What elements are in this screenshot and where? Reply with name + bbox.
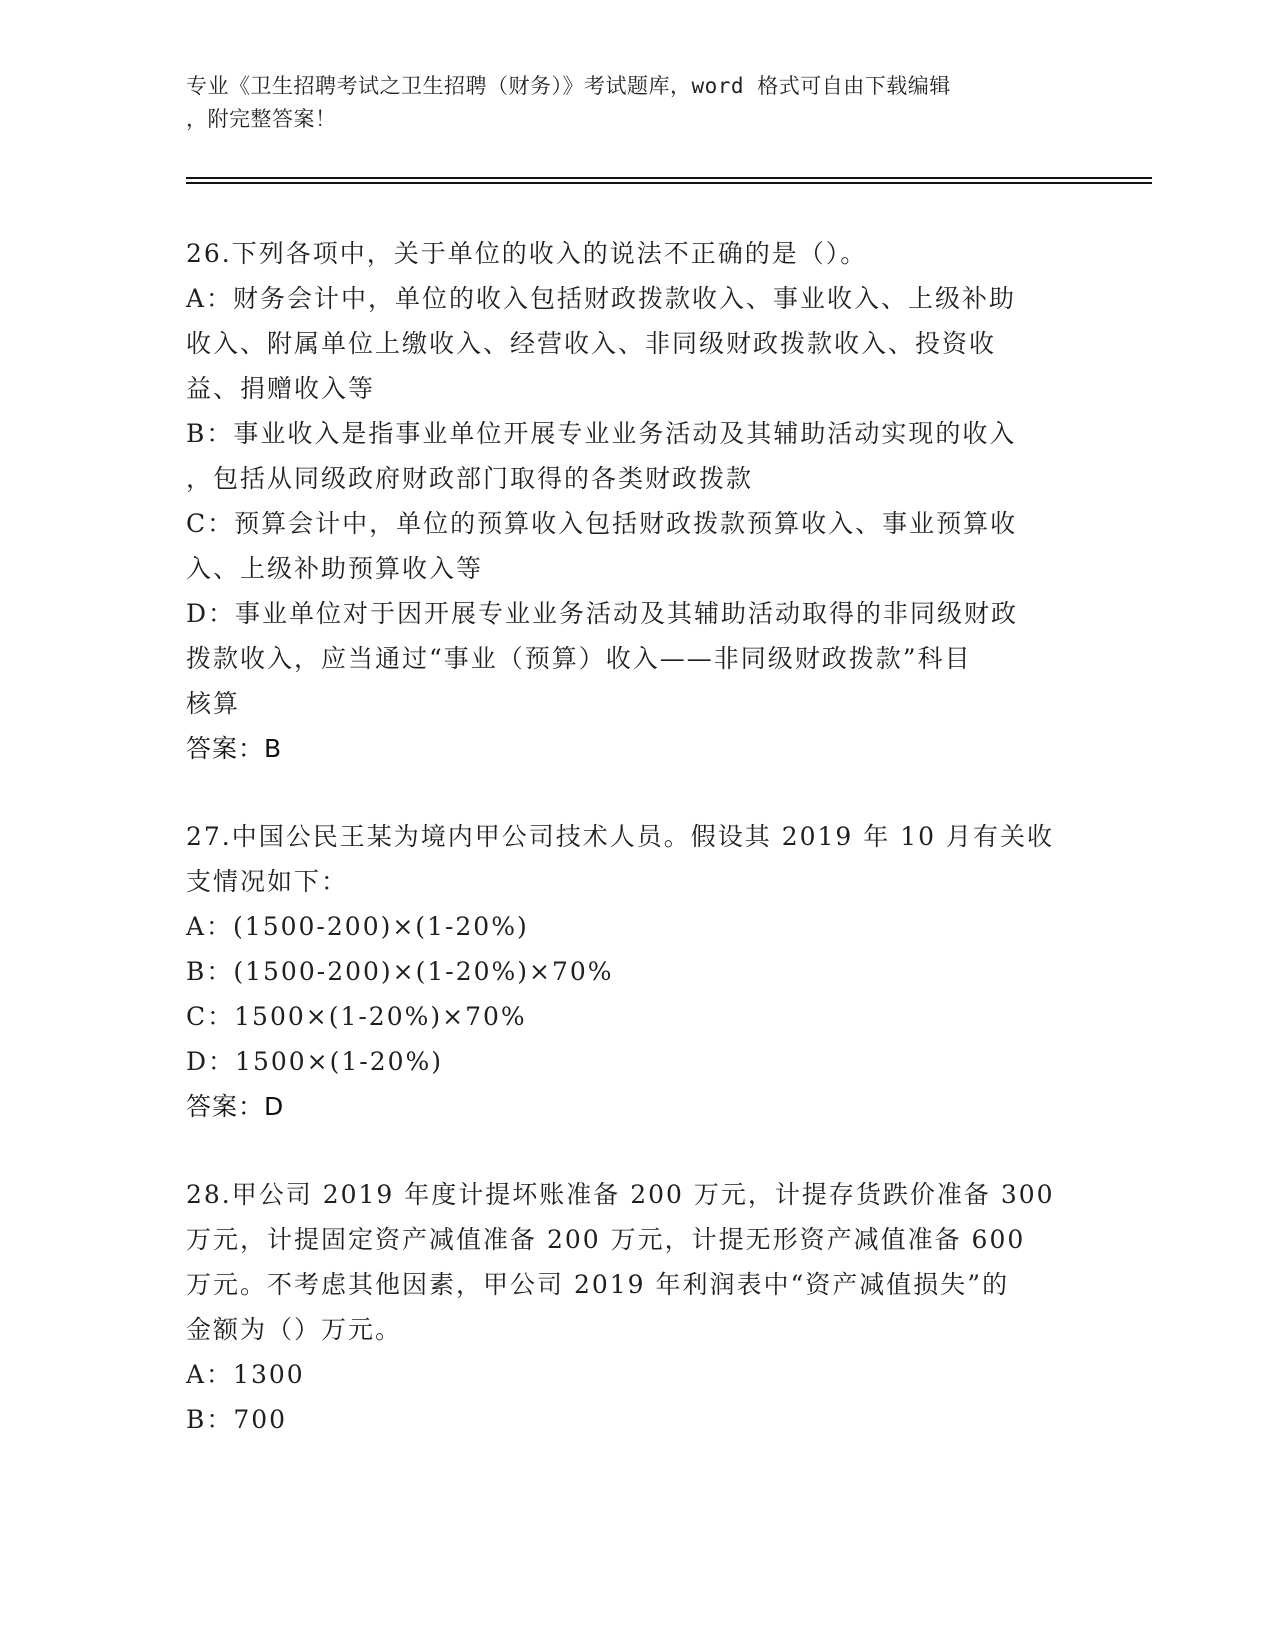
question-stem: 28.甲公司 2019 年度计提坏账准备 200 万元，计提存货跌价准备 300 [186, 1180, 1055, 1209]
option-line: 拨款收入，应当通过“事业（预算）收入——非同级财政拨款”科目 [186, 644, 972, 673]
question-stem: 万元，计提固定资产减值准备 200 万元，计提无形资产减值准备 600 [186, 1225, 1026, 1254]
option-c [186, 501, 1076, 591]
option-a: A：1300 [186, 1360, 305, 1389]
question-stem: 26.下列各项中，关于单位的收入的说法不正确的是（）。 [186, 239, 868, 268]
question-28 [186, 1172, 1076, 1442]
option-line: 核算 [186, 689, 241, 718]
question-27 [186, 814, 1076, 1130]
question-stem: 支情况如下： [186, 867, 349, 896]
option-b: B：(1500-200)×(1-20%)×70% [186, 957, 614, 986]
question-26 [186, 231, 1076, 772]
option-line: 益、捐赠收入等 [186, 374, 376, 403]
header-line-2: ，附完整答案！ [186, 107, 337, 131]
answer-label: 答案：D [186, 1092, 285, 1121]
header-divider-top [186, 177, 1152, 179]
question-stem: 27.中国公民王某为境内甲公司技术人员。假设其 2019 年 10 月有关收 [186, 822, 1054, 851]
option-line: A：财务会计中，单位的收入包括财政拨款收入、事业收入、上级补助 [186, 284, 1017, 313]
option-line: ，包括从同级政府财政部门取得的各类财政拨款 [186, 464, 754, 493]
option-line: C：预算会计中，单位的预算收入包括财政拨款预算收入、事业预算收 [186, 509, 1018, 538]
option-line: B：事业收入是指事业单位开展专业业务活动及其辅助活动实现的收入 [186, 419, 1017, 448]
option-line: D：事业单位对于因开展专业业务活动及其辅助活动取得的非同级财政 [186, 599, 1019, 628]
option-line: 收入、附属单位上缴收入、经营收入、非同级财政拨款收入、投资收 [186, 329, 997, 358]
option-a [186, 276, 1076, 411]
option-a: A：(1500-200)×(1-20%) [186, 912, 529, 941]
option-d [186, 591, 1076, 726]
option-c: C：1500×(1-20%)×70% [186, 1002, 527, 1031]
question-stem: 金额为（）万元。 [186, 1315, 403, 1344]
header-divider-bottom [186, 182, 1152, 184]
answer-label: 答案：B [186, 734, 283, 763]
document-header [186, 70, 1076, 136]
option-b: B：700 [186, 1405, 288, 1434]
question-list [186, 231, 1076, 1484]
question-stem: 万元。不考虑其他因素，甲公司 2019 年利润表中“资产减值损失”的 [186, 1270, 1010, 1299]
option-d: D：1500×(1-20%) [186, 1047, 444, 1076]
option-line: 入、上级补助预算收入等 [186, 554, 484, 583]
header-line-1: 专业《卫生招聘考试之卫生招聘（财务）》考试题库，word 格式可自由下载编辑 [186, 74, 951, 98]
option-b [186, 411, 1076, 501]
